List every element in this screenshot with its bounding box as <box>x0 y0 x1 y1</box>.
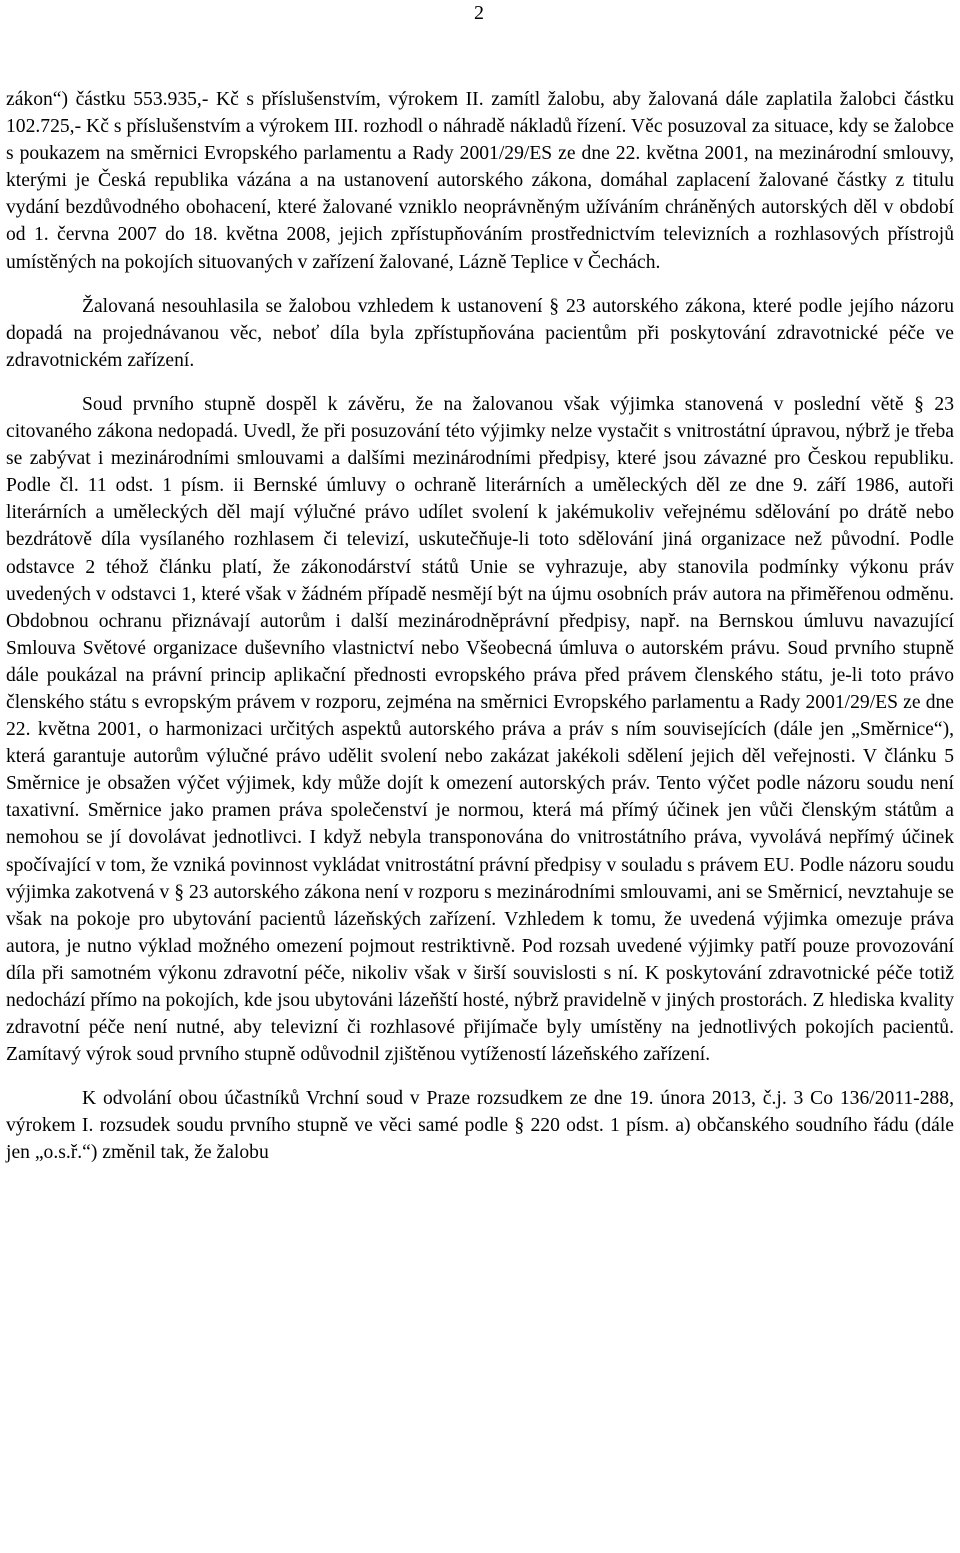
paragraph-2: Žalovaná nesouhlasila se žalobou vzhledem k ustanovení § 23 autorského zákona, které podle jejího názoru dopadá na projednávanou věc, neboť díla byla zpřístupňována pacientům při poskytování zdravotnické péče ve zdravotnickém zařízení. <box>6 295 954 371</box>
page-number: 2 <box>474 2 484 24</box>
paragraph-4: K odvolání obou účastníků Vrchní soud v Praze rozsudkem ze dne 19. února 2013, č.j. 3 Co 136/2011-288, výrokem I. rozsudek soudu prvního stupně ve věci samé podle § 220 odst. 1 písm. a) občanského soudního řádu (dále jen „o.s.ř.“) změnil tak, že žalobu <box>6 1088 954 1164</box>
paragraph-1: zákon“) částku 553.935,- Kč s příslušenstvím, výrokem II. zamítl žalobu, aby žalovaná dále zaplatila žalobci částku 102.725,- Kč s příslušenstvím a výrokem III. rozhodl o náhradě nákladů řízení. Věc posuzoval za situace, kdy se žalobce s poukazem na směrnici Evropského parlamentu a Rady 2001/29/ES ze dne 22. května 2001, na mezinárodní smlouvy, kterými je Česká republika vázána a na ustanovení autorského zákona, domáhal zaplacení žalované částky z titulu vydání bezdůvodného obohacení, které žalované vzniklo neoprávněným užíváním chráněných autorských děl v období od 1. června 2007 do 18. května 2008, jejich zpřístupňováním prostřednictvím televizních a rozhlasových přístrojů umístěných na pokojích situovaných v zařízení žalované, Lázně Teplice v Čechách. <box>6 89 954 273</box>
document-body <box>6 86 954 1167</box>
paragraph-3: Soud prvního stupně dospěl k závěru, že na žalovanou však výjimka stanovená v poslední větě § 23 citovaného zákona nedopadá. Uvedl, že při posuzování této výjimky nelze vystačit s vnitrostátní úpravou, nýbrž je třeba se zabývat i mezinárodními smlouvami a dalšími mezinárodními předpisy, které jsou závazné pro Českou republiku. Podle čl. 11 odst. 1 písm. ii Bernské úmluvy o ochraně literárních a uměleckých děl ze dne 9. září 1986, autoři literárních a uměleckých děl mají výlučné právo udílet svolení k jakémukoliv veřejnému sdělování po drátě nebo bezdrátově díla vysílaného rozhlasem či televizí, uskutečňuje-li toto sdělování jiná organizace než původní. Podle odstavce 2 téhož článku platí, že zákonodárství států Unie se vyhrazuje, aby stanovila podmínky výkonu práv uvedených v odstavci 1, které však v žádném případě nesmějí být na újmu osobních práv autora na přiměřenou odměnu. Obdobnou ochranu přiznávají autorům i další mezinárodněprávní předpisy, např. na Bernskou úmluvu navazující Smlouva Světové organizace duševního vlastnictví nebo Všeobecná úmluva o autorském právu. Soud prvního stupně dále poukázal na právní princip aplikační přednosti evropského práva před právem členského státu, je-li toto právo členského státu s evropským právem v rozporu, zejména na směrnici Evropského parlamentu a Rady 2001/29/ES ze dne 22. května 2001, o harmonizaci určitých aspektů autorského práva a práv s ním souvisejících (dále jen „Směrnice“), která garantuje autorům výlučné právo udělit svolení nebo zakázat jakékoli sdělení jejich děl veřejnosti. V článku 5 Směrnice je obsažen výčet výjimek, kdy může dojít k omezení autorských práv. Tento výčet podle názoru soudu není taxativní. Směrnice jako pramen práva společenství je normou, která má přímý účinek jen vůči členským státům a nemohou se jí dovolávat jednotlivci. I když nebyla transponována do vnitrostátního práva, vyvolává nepřímý účinek spočívající v tom, že vzniká povinnost vykládat vnitrostátní právní předpisy v souladu s právem EU. Podle názoru soudu výjimka zakotvená v § 23 autorského zákona není v rozporu s mezinárodními smlouvami, ani se Směrnicí, nevztahuje se však na pokoje pro ubytování pacientů lázeňských zařízení. Vzhledem k tomu, že uvedená výjimka omezuje práva autora, je nutno výklad možného omezení pojmout restriktivně. Pod rozsah uvedené výjimky patří pouze provozování díla při samotném výkonu zdravotní péče, nikoliv však v širší souvislosti s ní. K poskytování zdravotnické péče totiž nedochází přímo na pokojích, kde jsou ubytováni lázeňští hosté, nýbrž pravidelně v jiných prostorách. Z hlediska kvality zdravotní péče není nutné, aby televizní či rozhlasové přijímače byly umístěny na jednotlivých pokojích pacientů. Zamítavý výrok soud prvního stupně odůvodnil zjištěnou vytížeností lázeňského zařízení. <box>6 393 954 1066</box>
